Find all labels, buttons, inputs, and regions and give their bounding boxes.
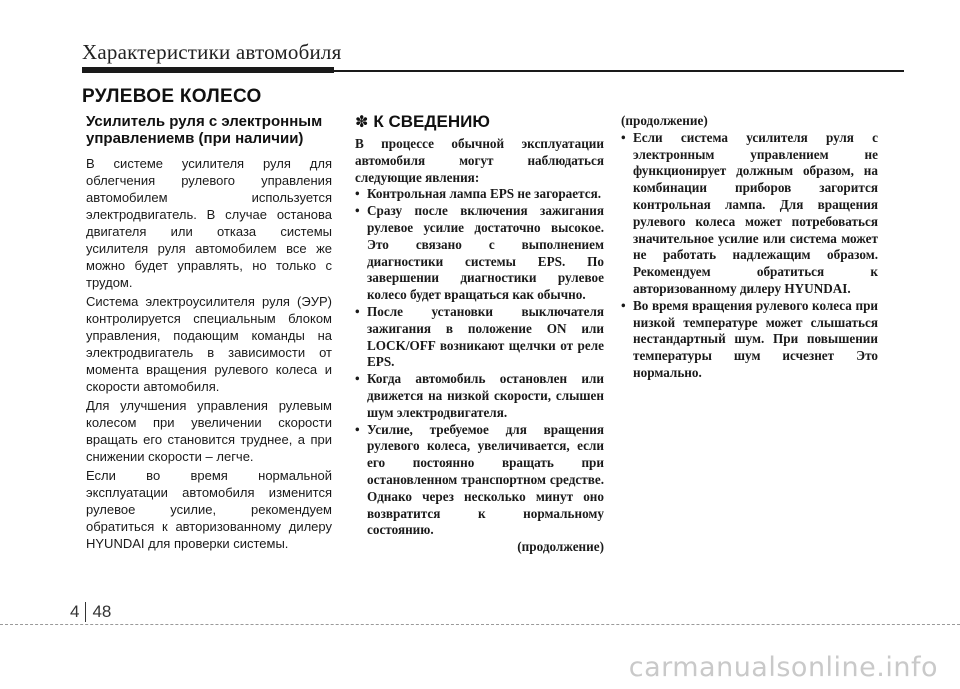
page-number [70,602,111,622]
power-steering-heading: Усилитель руля с электронным управлениемв (при наличии) [86,113,323,147]
bullet-icon: • [355,186,360,202]
list-item [355,371,604,421]
list-item [355,304,604,371]
list-item-text: После установки выключателя зажигания в положение ON или LOCK/OFF возникают щелчки от реле EPS. [367,303,604,370]
column-power-steering [86,113,332,554]
page-number-divider [85,602,86,622]
continued-label: (продолжение) [517,539,604,555]
header-rule-thick [82,67,334,73]
notice-bullet-list [355,186,604,539]
column-notice [355,113,604,556]
paragraph: В системе усилителя руля для облегчения рулевого управления автомобилем используется электродвигатель. В случае останова двигателя или отказа системы усилителя руля автомобилем все же можно будет управлять, но только с трудом. [86,156,332,290]
bullet-icon: • [355,421,360,437]
header-rule-thin [334,70,904,72]
paragraph: Система электроусилителя руля (ЭУР) контролируется специальным блоком управления, подающим команды на электродвигатель в зависимости от момента вращения рулевого колеса и скорости автомобиля. [86,294,332,394]
list-item-text: Контрольная лампа EPS не загорается. [367,186,602,202]
notice-intro: В процессе обычной эксплуатации автомобиля могут наблюдаться следующие явления: [355,136,604,185]
continued-label: (продолжение) [621,113,708,128]
list-item [621,298,878,382]
asterisk-icon: ✽ [355,112,369,131]
watermark: carmanualsonline.info [628,652,938,683]
list-item-text: Если система усилителя руля с электронным управлением не функционирует должным образом, на комбинации приборов загорится контрольная лампа. Для вращения рулевого колеса может потребоваться значительное усилие или система может не работать надлежащим образом. Рекомендуем обратиться к авторизованному дилеру HYUNDAI. [633,129,878,296]
page-header-title: Характеристики автомобиля [82,40,342,64]
column-notice-continued [621,113,878,382]
notice-bullet-list-continued [621,130,878,382]
bullet-icon: • [355,303,360,319]
bullet-icon: • [621,297,626,313]
list-item [355,203,604,304]
notice-heading-text: К СВЕДЕНИЮ [373,112,490,131]
bullet-icon: • [355,371,360,387]
list-item-text: Сразу после включения зажигания рулевое усилие достаточно высокое. Это связано с выполнением диагностики системы EPS. По завершении диагностики рулевое колесо будет вращаться как обычно. [367,203,604,303]
list-item-text: Усилие, требуемое для вращения рулевого колеса, увеличивается, если его постоянно вращать при остановленном транспортном средстве. Однако через несколько минут оно возвратится к нормальному состоянию. [367,421,604,538]
notice-heading [355,113,604,131]
bullet-icon: • [355,203,360,219]
paragraph: Для улучшения управления рулевым колесом при увеличении скорости вращать его становится труднее, а при снижении скорости – легче. [86,398,332,464]
list-item-text: Когда автомобиль остановлен или движется на низкой скорости, слышен шум электродвигателя. [367,371,604,420]
footer-dashed-rule [0,624,960,625]
page-number-value: 48 [92,602,112,621]
list-item [355,186,604,203]
list-item [621,130,878,298]
paragraph: Если во время нормальной эксплуатации автомобиля изменится рулевое усилие, рекомендуем обратиться к авторизованному дилеру HYUNDAI для проверки системы. [86,468,332,551]
chapter-number: 4 [70,602,80,621]
list-item [355,422,604,540]
bullet-icon: • [621,129,626,145]
section-title: РУЛЕВОЕ КОЛЕСО [82,86,262,107]
list-item-text: Во время вращения рулевого колеса при низкой температуре может слышаться нестандартный шум. При повышении температуры шум исчезнет Это нормально. [633,297,878,380]
